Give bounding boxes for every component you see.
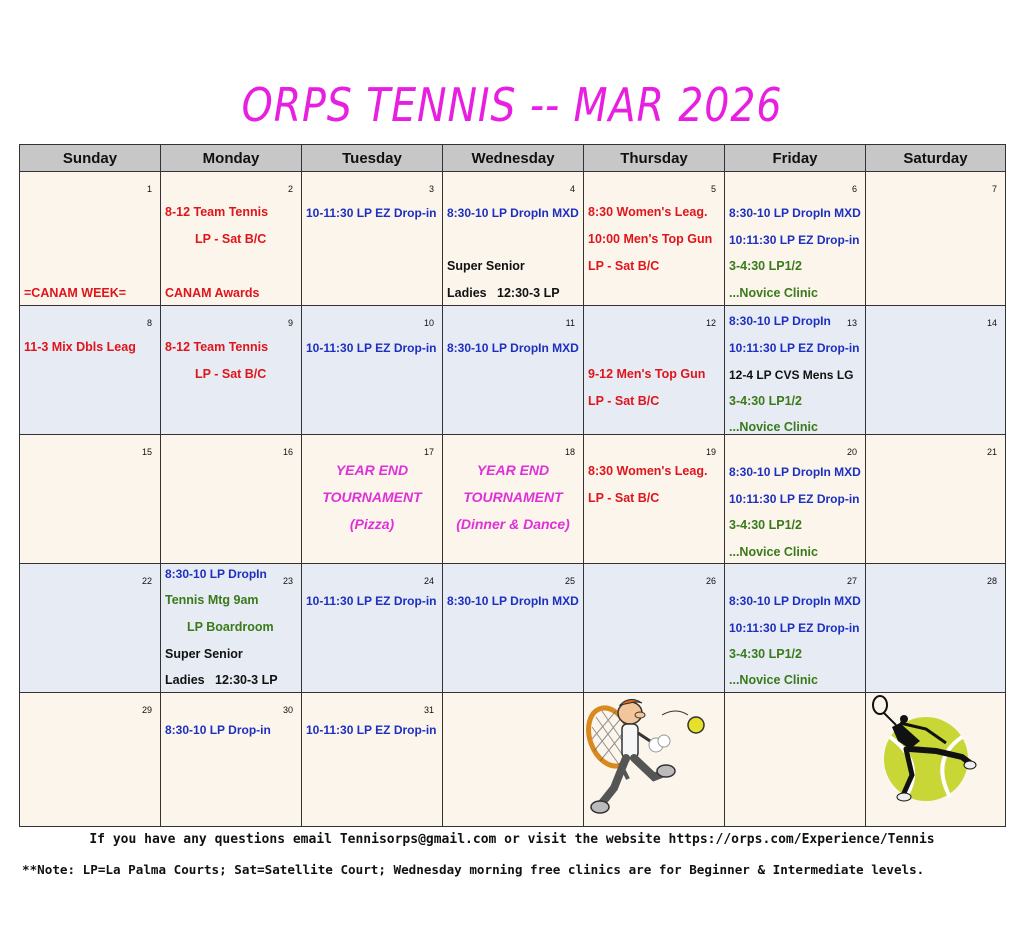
day-number: 8	[146, 318, 152, 328]
event: Ladies 12:30-3 LP	[447, 286, 560, 300]
event: 10:11:30 LP EZ Drop-in	[729, 621, 860, 635]
day-number: 3	[428, 184, 434, 194]
day-cell	[725, 172, 866, 306]
week-row	[20, 172, 1006, 306]
day-number: 16	[282, 447, 293, 457]
day-number: 4	[569, 184, 575, 194]
event: 10:11:30 LP EZ Drop-in	[729, 492, 860, 506]
day-number: 13	[847, 318, 858, 328]
day-number: 2	[287, 184, 293, 194]
day-cell	[866, 306, 1006, 435]
day-number: 17	[423, 447, 434, 457]
event: 10:00 Men's Top Gun	[588, 232, 713, 246]
day-cell	[866, 172, 1006, 306]
event: LP - Sat B/C	[588, 394, 660, 408]
day-number: 7	[991, 184, 997, 194]
event: 8:30 Women's Leag.	[588, 464, 708, 478]
event: 8:30-10 LP DropIn	[729, 314, 831, 328]
event: 8:30-10 LP DropIn MXD	[729, 594, 861, 608]
day-number: 6	[851, 184, 857, 194]
event: 3-4:30 LP1/2	[729, 647, 802, 661]
event: Ladies 12:30-3 LP	[165, 673, 278, 687]
event: 8-12 Team Tennis	[165, 340, 269, 354]
week-row	[20, 435, 1006, 564]
event: 9-12 Men's Top Gun	[588, 367, 706, 381]
day-cell	[443, 172, 584, 306]
day-cell	[443, 435, 584, 564]
event: ...Novice Clinic	[729, 286, 818, 300]
event: LP - Sat B/C	[588, 491, 660, 505]
event: 3-4:30 LP1/2	[729, 518, 802, 532]
day-cell	[302, 172, 443, 306]
event: 8:30-10 LP DropIn MXD	[447, 341, 579, 355]
day-number: 15	[141, 447, 152, 457]
day-number: 18	[564, 447, 575, 457]
day-cell	[161, 306, 302, 435]
event: 8:30-10 LP Drop-in	[165, 723, 271, 737]
event: Super Senior	[447, 259, 525, 273]
day-number: 22	[141, 576, 152, 586]
contact-line: If you have any questions email Tennisorps@gmail.com or visit the website https://orps.com/Experience/Tennis	[89, 832, 935, 847]
day-cell	[161, 564, 302, 693]
day-cell	[866, 693, 1006, 827]
day-number: 24	[423, 576, 434, 586]
day-cell	[302, 564, 443, 693]
day-number: 9	[287, 318, 293, 328]
day-cell	[20, 172, 161, 306]
day-cell	[20, 435, 161, 564]
weekday-header	[20, 145, 1006, 172]
event: TOURNAMENT	[463, 489, 563, 505]
event: (Pizza)	[349, 516, 395, 532]
event: 8-12 Team Tennis	[165, 205, 269, 219]
day-cell	[302, 306, 443, 435]
event: TOURNAMENT	[322, 489, 422, 505]
event: 10-11:30 LP EZ Drop-in	[306, 206, 437, 220]
day-number: 11	[565, 318, 575, 328]
event: LP - Sat B/C	[588, 259, 660, 273]
event: Super Senior	[165, 647, 243, 661]
week-row	[20, 693, 1006, 827]
event: 10-11:30 LP EZ Drop-in	[306, 723, 437, 737]
day-number: 25	[564, 576, 575, 586]
event: Tennis Mtg 9am	[165, 593, 259, 607]
weekday-sunday: Sunday	[20, 145, 161, 172]
event: YEAR END	[476, 462, 550, 478]
day-cell	[20, 564, 161, 693]
day-cell	[866, 435, 1006, 564]
event: ...Novice Clinic	[729, 545, 818, 559]
weekday-tuesday: Tuesday	[302, 145, 443, 172]
day-cell	[443, 693, 584, 827]
weekday-saturday: Saturday	[866, 145, 1006, 172]
event: 11-3 Mix Dbls Leag	[24, 340, 136, 354]
day-number: 12	[705, 318, 716, 328]
event: CANAM Awards	[165, 286, 260, 300]
day-cell	[20, 306, 161, 435]
event: 8:30-10 LP DropIn	[165, 567, 267, 581]
day-cell	[302, 435, 443, 564]
day-cell	[161, 435, 302, 564]
day-number: 23	[283, 576, 294, 586]
event: 10-11:30 LP EZ Drop-in	[306, 594, 437, 608]
week-row	[20, 306, 1006, 435]
day-cell	[866, 564, 1006, 693]
event: 10:11:30 LP EZ Drop-in	[729, 341, 860, 355]
event: ...Novice Clinic	[729, 673, 818, 687]
day-number: 19	[705, 447, 716, 457]
day-number: 1	[146, 184, 152, 194]
note-line: **Note: LP=La Palma Courts; Sat=Satellite Court; Wednesday morning free clinics are for Beginner & Intermediate levels.	[22, 862, 925, 877]
day-number: 27	[846, 576, 857, 586]
day-cell	[584, 306, 725, 435]
weekday-wednesday: Wednesday	[443, 145, 584, 172]
event: LP Boardroom	[187, 620, 274, 634]
tennis-player-ball-illustration	[866, 693, 1005, 821]
day-cell	[725, 435, 866, 564]
event: ...Novice Clinic	[729, 420, 818, 434]
day-number: 28	[986, 576, 997, 586]
weekday-friday: Friday	[725, 145, 866, 172]
event: LP - Sat B/C	[195, 232, 267, 246]
day-number: 30	[282, 705, 293, 715]
day-cell	[20, 693, 161, 827]
weekday-thursday: Thursday	[584, 145, 725, 172]
day-cell	[725, 306, 866, 435]
day-number: 5	[710, 184, 716, 194]
event: 10:11:30 LP EZ Drop-in	[729, 233, 860, 247]
event: (Dinner & Dance)	[456, 516, 570, 532]
event: =CANAM WEEK=	[24, 286, 127, 300]
day-cell	[584, 435, 725, 564]
event: LP - Sat B/C	[195, 367, 267, 381]
day-cell	[584, 172, 725, 306]
day-number: 10	[423, 318, 434, 328]
day-cell	[725, 693, 866, 827]
day-number: 14	[986, 318, 997, 328]
event: 8:30-10 LP DropIn MXD	[729, 206, 861, 220]
event: 3-4:30 LP1/2	[729, 259, 802, 273]
day-number: 21	[986, 447, 997, 457]
day-number: 29	[141, 705, 152, 715]
event: 8:30-10 LP DropIn MXD	[729, 465, 861, 479]
event: 3-4:30 LP1/2	[729, 394, 802, 408]
event: YEAR END	[335, 462, 409, 478]
cartoon-tennis-player-illustration	[584, 693, 724, 821]
calendar-grid	[19, 144, 1006, 827]
event: 10-11:30 LP EZ Drop-in	[306, 341, 437, 355]
event: 8:30 Women's Leag.	[588, 205, 708, 219]
weekday-monday: Monday	[161, 145, 302, 172]
page-title: ORPS TENNIS -- MAR 2026	[241, 78, 783, 132]
event: 8:30-10 LP DropIn MXD	[447, 206, 579, 220]
day-cell	[161, 172, 302, 306]
day-number: 26	[705, 576, 716, 586]
day-number: 31	[423, 705, 434, 715]
day-cell	[443, 306, 584, 435]
day-cell	[302, 693, 443, 827]
event: 12-4 LP CVS Mens LG	[729, 368, 854, 382]
day-cell	[584, 564, 725, 693]
day-number: 20	[846, 447, 857, 457]
event: 8:30-10 LP DropIn MXD	[447, 594, 579, 608]
day-cell	[725, 564, 866, 693]
day-cell	[443, 564, 584, 693]
day-cell	[584, 693, 725, 827]
day-cell	[161, 693, 302, 827]
week-row	[20, 564, 1006, 693]
